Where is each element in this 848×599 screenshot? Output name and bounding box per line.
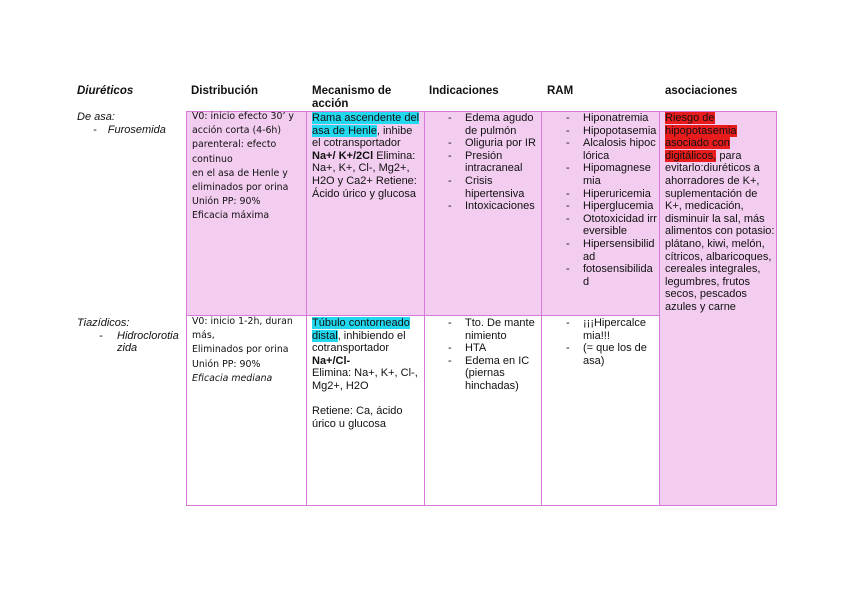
header-diureticos: Diuréticos xyxy=(77,85,134,97)
list-item: - Hiperuricemia xyxy=(563,188,657,201)
row1-ram xyxy=(563,112,657,288)
row2-drug-name: - Hidroclorotiazida xyxy=(99,329,179,355)
row2-distribution xyxy=(192,315,304,386)
list-item: - Edema en IC (piernas hinchadas) xyxy=(445,355,540,393)
list-item: - Alcalosis hipoclórica xyxy=(563,137,657,162)
list-item: - HTA xyxy=(445,342,540,355)
list-item: - ¡¡¡Hipercalcemia!!! xyxy=(563,317,655,342)
list-item: - (= que los de asa) xyxy=(563,342,655,367)
row1-distribution-line: acción corta (4-6h) xyxy=(192,125,282,137)
grid-line xyxy=(659,111,660,506)
header-distribucion: Distribución xyxy=(191,85,259,97)
row1-mechanism-highlight: Rama ascendente del asa de Henle xyxy=(312,112,420,137)
row2-mechanism-eliminates: Elimina: Na+, K+, Cl-, Mg2+, H2O xyxy=(312,367,418,392)
row1-mechanism: Rama ascendente del asa de Henle, inhibe el cotransportador Na+/ K+/2Cl Elimina: Na+, K+, Cl-, Mg2+, H2O y Ca2+ Retiene: Ácido úrico y glucosa xyxy=(312,112,420,200)
associations-rest: para evitarlo:diuréticos a ahorradores de K+, suplementación de K+, medicación, disminuir la sal, más alimentos con potasio: plátano, kiwi, melón, cítricos, albaricoques, cereales integrales, legumbres, frutos secos, pescados azules y carne xyxy=(665,149,775,313)
row2-ram xyxy=(563,317,655,367)
header-asociaciones: asociaciones xyxy=(665,85,738,97)
row1-drug-class xyxy=(77,111,182,136)
row1-distribution-line: V0: inicio efecto 30’ y xyxy=(192,111,294,122)
row1-distribution-line: Eficacia máxima xyxy=(192,210,270,222)
row1-drug-name: - Furosemida xyxy=(93,123,166,136)
grid-line xyxy=(541,111,542,506)
row1-distribution-line: parenteral: efecto xyxy=(192,139,277,151)
grid-line xyxy=(186,111,187,506)
grid-line xyxy=(776,111,777,506)
grid-line xyxy=(424,111,425,506)
header-indicaciones: Indicaciones xyxy=(429,85,499,97)
row1-mechanism-transporter: Na+/ K+/2Cl xyxy=(312,149,374,162)
row2-mechanism-highlight: Túbulo contorneado distal xyxy=(312,317,410,342)
row1-class-label: De asa: xyxy=(77,111,115,123)
row2-mechanism: Túbulo contorneado distal, inhibiendo el cotransportador Na+/Cl- Elimina: Na+, K+, Cl-, Mg2+, H2O Retiene: Ca, ácido úrico u glucosa xyxy=(312,317,422,430)
list-item: - fotosensibilidad xyxy=(563,263,657,288)
list-item: - Hipomagnesemia xyxy=(563,162,657,187)
list-item: - Oliguria por IR xyxy=(445,137,540,150)
row2-distribution-efficacy: Eficacia mediana xyxy=(192,372,273,384)
row2-mechanism-transporter: Na+/Cl- xyxy=(312,354,351,367)
grid-line xyxy=(186,505,777,506)
row2-distribution-line: más, xyxy=(192,330,215,342)
row2-distribution-line: Eliminados por orina xyxy=(192,344,289,356)
row1-distribution-line: continuo xyxy=(192,153,233,165)
row1-distribution-line: en el asa de Henle y xyxy=(192,167,288,179)
associations-highlight: Riesgo de hipopotasemia asociado con digitálicos, xyxy=(665,112,737,162)
row2-drug-class xyxy=(77,317,182,355)
list-item: - Hiperglucemia xyxy=(563,200,657,213)
row2-class-label: Tiazídicos: xyxy=(77,317,130,329)
asociaciones-pink-background xyxy=(659,315,776,505)
row2-indications xyxy=(445,317,540,393)
row2-distribution-line: Unión PP: 90% xyxy=(192,358,261,370)
list-item: - Hipersensibilidad xyxy=(563,238,657,263)
row2-mechanism-retains: Retiene: Ca, ácido úrico u glucosa xyxy=(312,405,403,430)
list-item: - Crisis hipertensiva xyxy=(445,175,540,200)
list-item: - Hiponatremia xyxy=(563,112,657,125)
row2-distribution-line: V0: inicio 1-2h, duran xyxy=(192,316,293,327)
header-mecanismo: Mecanismo de acción xyxy=(312,85,392,110)
row1-distribution-line: Unión PP: 90% xyxy=(192,196,261,208)
list-item: - Ototoxicidad irreversible xyxy=(563,213,657,238)
list-item: - Intoxicaciones xyxy=(445,200,540,213)
list-item: - Hipopotasemia xyxy=(563,125,657,138)
row1-mechanism-rest: Elimina: Na+, K+, Cl-, Mg2+, H2O y Ca2+ Retiene: Ácido úrico y glucosa xyxy=(312,149,417,200)
list-item: - Tto. De mantenimiento xyxy=(445,317,540,342)
row1-associations xyxy=(665,112,775,314)
grid-line xyxy=(306,111,307,506)
header-ram: RAM xyxy=(547,85,574,97)
list-item: - Edema agudo de pulmón xyxy=(445,112,540,137)
list-item: - Presión intracraneal xyxy=(445,150,540,175)
row1-distribution xyxy=(192,110,304,224)
row1-distribution-line: eliminados por orina xyxy=(192,182,289,194)
row1-indications xyxy=(445,112,540,213)
